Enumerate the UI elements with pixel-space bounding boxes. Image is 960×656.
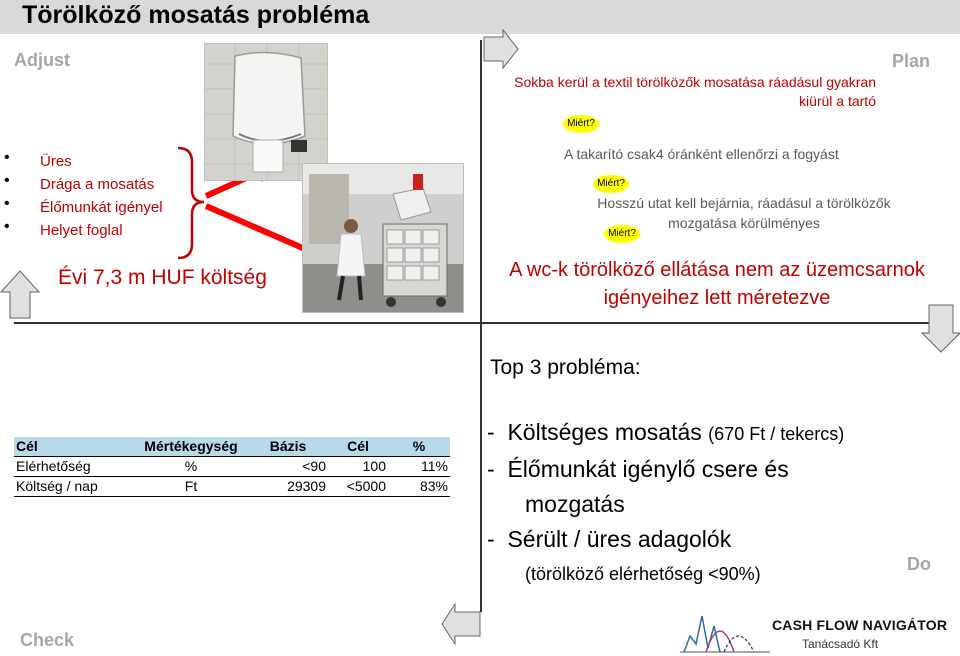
table-header: Bázis bbox=[248, 437, 328, 457]
logo-subtitle: Tanácsadó Kft bbox=[802, 637, 879, 651]
table-cell: Ft bbox=[134, 477, 248, 497]
table-row bbox=[14, 477, 450, 497]
kpi-table bbox=[14, 437, 450, 497]
issue-item: Üres bbox=[40, 153, 72, 170]
list-item-main: Sérült / üres adagolók bbox=[507, 526, 732, 552]
table-cell: 11% bbox=[388, 457, 450, 477]
list-item bbox=[487, 522, 844, 557]
problem-statement: Sokba kerül a textil törölközők mosatása ráadásul gyakran kiürül a tartó bbox=[514, 74, 876, 109]
why-bubble: Miért? bbox=[563, 115, 599, 133]
annual-cost: Évi 7,3 m HUF költség bbox=[58, 266, 267, 289]
curly-brace-icon bbox=[178, 148, 204, 258]
table-cell: 83% bbox=[388, 477, 450, 497]
do-label: Do bbox=[907, 554, 931, 574]
towel-dispenser-photo bbox=[204, 43, 328, 181]
check-label: Check bbox=[20, 630, 75, 650]
top3-title: Top 3 probléma: bbox=[490, 356, 641, 379]
list-dash: - bbox=[487, 456, 495, 482]
list-dash: - bbox=[487, 419, 495, 445]
list-item-detail: (670 Ft / tekercs) bbox=[708, 424, 845, 444]
cleaner-image-icon bbox=[303, 164, 464, 313]
list-item bbox=[487, 415, 844, 452]
bullet: • bbox=[4, 218, 10, 235]
table-cell: % bbox=[134, 457, 248, 477]
issue-item: Helyet foglal bbox=[40, 222, 123, 239]
table-header: Cél bbox=[328, 437, 388, 457]
table-cell: Elérhetőség bbox=[14, 457, 134, 477]
list-item bbox=[487, 452, 844, 487]
list-item-main: Élőmunkát igénylő csere és bbox=[507, 456, 789, 482]
cash-flow-logo-icon bbox=[680, 606, 770, 654]
issue-item: Drága a mosatás bbox=[40, 176, 155, 193]
cleaner-cart-photo bbox=[302, 163, 464, 313]
slide-title: Törölköző mosatás probléma bbox=[22, 1, 370, 29]
table-cell: <90 bbox=[248, 457, 328, 477]
red-arrow-icon bbox=[206, 206, 312, 252]
top3-list bbox=[487, 415, 844, 592]
table-cell: Költség / nap bbox=[14, 477, 134, 497]
plan-label: Plan bbox=[892, 51, 931, 71]
root-cause-conclusion: A wc-k törölköző ellátása nem az üzemcsarnok igényeihez lett méretezve bbox=[509, 259, 925, 309]
table-row bbox=[14, 457, 450, 477]
why-bubble: Miért? bbox=[593, 175, 629, 193]
table-cell: 29309 bbox=[248, 477, 328, 497]
dispenser-image-icon bbox=[205, 44, 328, 181]
bullet: • bbox=[4, 195, 10, 212]
logo-name: CASH FLOW NAVIGÁTOR bbox=[772, 617, 948, 633]
adjust-label: Adjust bbox=[14, 50, 70, 70]
why-bubble: Miért? bbox=[604, 225, 640, 243]
table-cell: <5000 bbox=[328, 477, 388, 497]
table-header: % bbox=[388, 437, 450, 457]
list-item-continuation: mozgatás bbox=[525, 491, 625, 517]
table-header: Cél bbox=[14, 437, 134, 457]
list-item-main: Költséges mosatás bbox=[507, 419, 702, 445]
list-item-detail: (törölköző elérhetőség <90%) bbox=[525, 564, 761, 584]
table-header: Mértékegység bbox=[134, 437, 248, 457]
why-answer-1: A takarító csak4 óránként ellenőrzi a fogyást bbox=[564, 146, 839, 162]
table-cell: 100 bbox=[328, 457, 388, 477]
bullet: • bbox=[4, 149, 10, 166]
list-dash: - bbox=[487, 526, 495, 552]
bullet: • bbox=[4, 172, 10, 189]
issue-item: Élőmunkát igényel bbox=[40, 199, 163, 216]
table-header-row bbox=[14, 437, 450, 457]
why-answer-2: Hosszú utat kell bejárnia, ráadásul a törölközők mozgatása körülményes bbox=[597, 195, 891, 231]
